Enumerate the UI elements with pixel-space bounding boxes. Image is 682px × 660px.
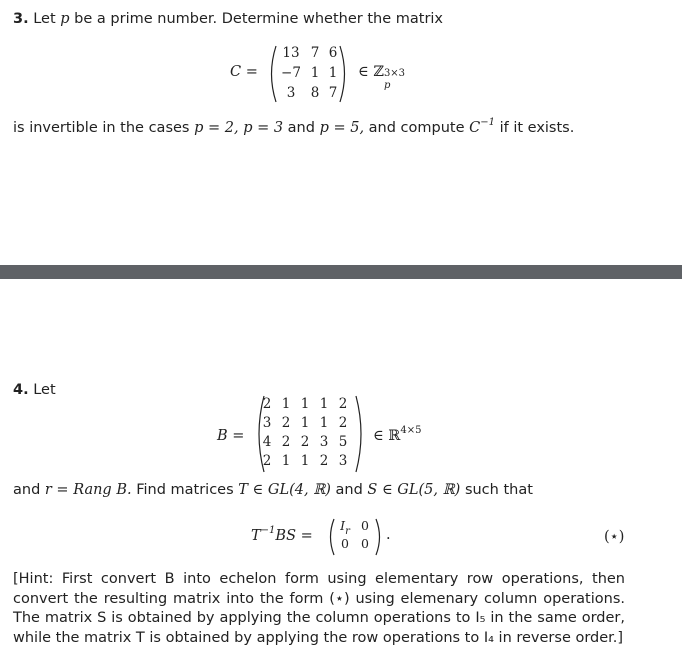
b-cell: 3 (262, 415, 272, 431)
b-cell: 1 (319, 396, 329, 412)
problem-3-number: 3. (13, 11, 29, 27)
block-matrix (326, 517, 384, 557)
matrix-b-set: ∈ ℝ$^{4\times 5}$ (373, 425, 422, 444)
case-p3: p = 3 (243, 120, 284, 136)
b-cell: 2 (300, 434, 310, 450)
block-zero-br: 0 (361, 536, 369, 551)
b-cell: 2 (338, 415, 348, 431)
b-cell: 1 (300, 396, 310, 412)
b-cell: 4 (262, 434, 272, 450)
matrix-c-label: C = (230, 64, 258, 80)
c-cell: 1 (310, 65, 320, 81)
set-subscript: p (383, 80, 391, 91)
b-cell: 1 (300, 453, 310, 469)
block-left-paren (326, 517, 336, 557)
equation-star-label: (⋆) (604, 529, 625, 545)
matrix-b-label: B = (217, 428, 245, 444)
b-cell: 1 (281, 453, 291, 469)
b-cell: 2 (262, 453, 272, 469)
problem-4-number: 4. (13, 382, 29, 398)
case-p5: p = 5, (319, 120, 365, 136)
b-cell: 2 (281, 434, 291, 450)
prime-p: p (60, 11, 70, 27)
case-p2: p = 2, (194, 120, 239, 136)
set-superscript: 3×3 (383, 68, 406, 79)
statement-and-2: and (335, 482, 363, 498)
problem-3-intro (13, 11, 443, 27)
statement-such-that: such that (464, 482, 533, 498)
c-cell: 1 (328, 65, 338, 81)
b-cell: 2 (319, 453, 329, 469)
block-zero-tr: 0 (361, 518, 369, 533)
block-zero-bl: 0 (341, 536, 349, 551)
statement-and: and (13, 482, 41, 498)
matrix-b-right-paren (354, 394, 366, 474)
block-right-paren (374, 517, 384, 557)
equation-lhs: $T^{-1}BS$ = (251, 525, 313, 544)
b-cell: 1 (300, 415, 310, 431)
statement-find: Find matrices (136, 482, 234, 498)
matrix-c (266, 44, 350, 104)
t-in-gl4: T ∈ GL(4, ℝ) (238, 482, 331, 498)
c-cell: 7 (328, 85, 338, 101)
b-cell: 1 (319, 415, 329, 431)
cases-text-c: if it exists. (499, 120, 575, 136)
cases-and: and (287, 120, 315, 136)
b-cell: 1 (281, 396, 291, 412)
problem-4-intro-text: Let (33, 382, 56, 398)
b-cell: 2 (338, 396, 348, 412)
matrix-c-set: ∈ ℤ 3×3 p (358, 64, 406, 91)
c-cell: 6 (328, 45, 338, 61)
hint-paragraph: [Hint: First convert B into echelon form using elementary row operations, then convert the resulting matrix into the form (⋆) using elemenary column operations. The matrix S is obtained by applying the column operations to I₅ in the same order, while the matrix T is obtained by applying the row operations to I₄ in reverse order.] (13, 571, 625, 646)
b-cell: 3 (319, 434, 329, 450)
c-cell: 7 (310, 45, 320, 61)
problem-4-intro (13, 382, 56, 398)
b-cell: 2 (262, 396, 272, 412)
c-cell: 8 (310, 85, 320, 101)
b-cell: 5 (338, 434, 348, 450)
cases-text-b: and compute (368, 120, 465, 136)
equation-dot: · (386, 531, 391, 547)
matrix-b (254, 394, 366, 474)
section-divider (0, 265, 682, 279)
s-in-gl5: S ∈ GL(5, ℝ) (367, 482, 461, 498)
b-cell: 2 (281, 415, 291, 431)
cases-text-a: is invertible in the cases (13, 120, 190, 136)
block-identity: $I_r$ (340, 518, 350, 537)
b-cell: 3 (338, 453, 348, 469)
problem-3-cases (13, 117, 575, 136)
rank-definition: r = Rang B. (44, 482, 132, 498)
c-cell: −7 (281, 65, 301, 81)
c-cell: 13 (282, 45, 300, 61)
problem-3-intro-b: be a prime number. Determine whether the matrix (74, 11, 444, 27)
problem-4-statement (13, 482, 533, 498)
problem-3-intro-a: Let (33, 11, 56, 27)
c-inverse: $C^{-1}$ (469, 117, 495, 136)
c-cell: 3 (286, 85, 296, 101)
matrix-c-left-paren (266, 44, 278, 104)
